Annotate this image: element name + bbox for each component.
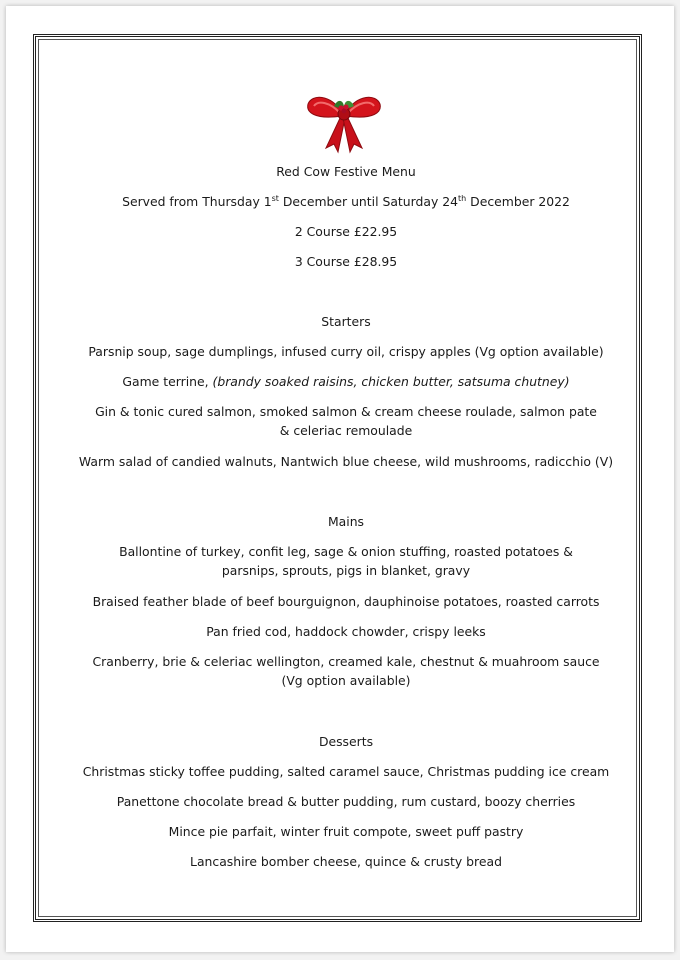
menu-item: Warm salad of candied walnuts, Nantwich blue cheese, wild mushrooms, radicchio (V) <box>78 454 614 469</box>
menu-sheet <box>6 6 674 952</box>
menu-item: Gin & tonic cured salmon, smoked salmon & cream cheese roulade, salmon pate & celeriac remoulade <box>95 404 597 438</box>
served-dates: Served from Thursday 1st December until Saturday 24th December 2022 <box>122 194 570 209</box>
menu-item: Christmas sticky toffee pudding, salted caramel sauce, Christmas pudding ice cream <box>82 764 610 779</box>
section-heading-desserts: Desserts <box>318 734 374 749</box>
section-heading-mains: Mains <box>327 514 365 529</box>
menu-item: Game terrine, (brandy soaked raisins, chicken butter, satsuma chutney) <box>122 374 570 389</box>
menu-title: Red Cow Festive Menu <box>276 164 416 179</box>
price-three-course: 3 Course £28.95 <box>294 254 398 269</box>
price-two-course: 2 Course £22.95 <box>294 224 398 239</box>
menu-item: Panettone chocolate bread & butter pudding, rum custard, boozy cherries <box>116 794 576 809</box>
menu-item: Braised feather blade of beef bourguignon, dauphinoise potatoes, roasted carrots <box>92 594 600 609</box>
menu-item: Cranberry, brie & celeriac wellington, creamed kale, chestnut & muahroom sauce (Vg option available) <box>92 654 600 688</box>
menu-item: Ballontine of turkey, confit leg, sage & onion stuffing, roasted potatoes & parsnips, sprouts, pigs in blanket, gravy <box>119 544 573 578</box>
menu-item: Mince pie parfait, winter fruit compote, sweet puff pastry <box>168 824 524 839</box>
section-heading-starters: Starters <box>321 314 371 329</box>
menu-item: Lancashire bomber cheese, quince & crusty bread <box>190 854 502 869</box>
menu-item: Pan fried cod, haddock chowder, crispy leeks <box>206 624 486 639</box>
menu-item: Parsnip soup, sage dumplings, infused curry oil, crispy apples (Vg option available) <box>88 344 604 359</box>
christmas-bow-icon <box>304 88 384 154</box>
